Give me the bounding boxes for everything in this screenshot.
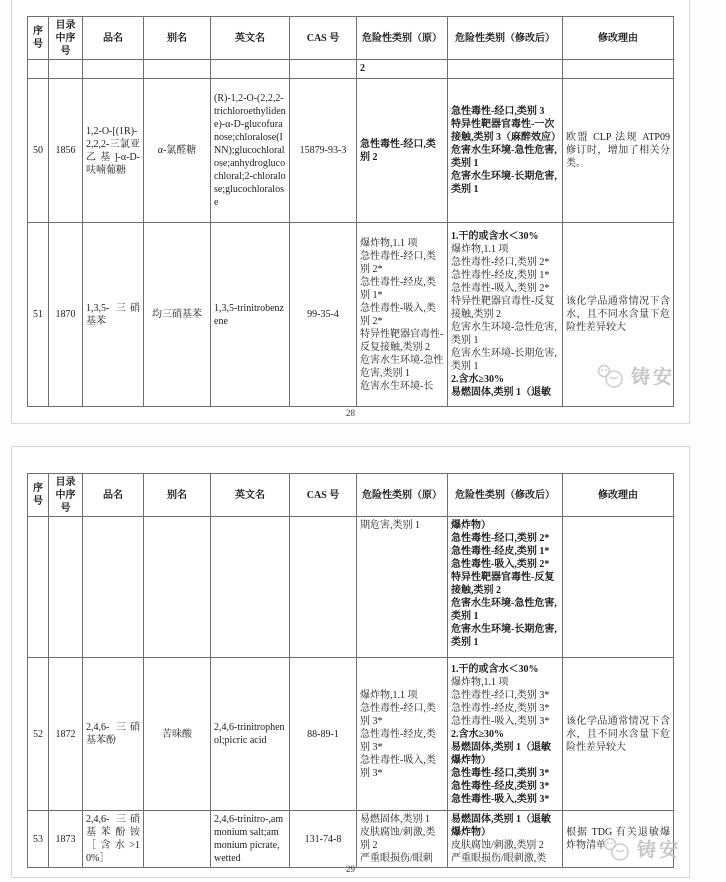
cell-product-name — [83, 517, 144, 658]
cell-catalog-no: 1870 — [49, 223, 83, 407]
col-header-serial: 序号 — [28, 17, 49, 60]
cell-english-name: 2,4,6-trinitrophenol;picric acid — [211, 658, 290, 811]
cell-english-name — [211, 517, 290, 658]
cell-serial — [28, 60, 49, 79]
cell-catalog-no: 1872 — [49, 658, 83, 811]
cell-product-name: 2,4,6- 三硝基苯酚铵［含水>10%］ — [83, 811, 144, 868]
col-header-reason: 修改理由 — [563, 17, 674, 60]
cell-alias: 均三硝基苯 — [144, 223, 211, 407]
col-header-serial: 序号 — [28, 474, 49, 517]
col-header-reason: 修改理由 — [563, 474, 674, 517]
table-row-53 — [28, 811, 674, 868]
cell-reason: 根据 TDG 有关退敏爆炸物清单 — [563, 811, 674, 868]
cell-hazard-revised: 易燃固体,类别 1（退敏爆炸物） 皮肤腐蚀/刺激,类别 2 严重眼损伤/眼刺激,类 — [448, 811, 563, 868]
col-header-english-name: 英文名 — [211, 17, 290, 60]
cell-cas: 15879-93-3 — [290, 79, 357, 223]
cell-catalog-no: 1856 — [49, 79, 83, 223]
col-header-product-name: 品名 — [83, 474, 144, 517]
col-header-product-name: 品名 — [83, 17, 144, 60]
cell-hazard-original: 期危害,类别 1 — [357, 517, 448, 658]
hazard-table-page-28 — [27, 16, 674, 407]
cell-reason: 欧盟 CLP 法规 ATP09 修订时，增加了相关分类。 — [563, 79, 674, 223]
watermark-text: 铸安 — [637, 840, 682, 861]
cell-serial: 53 — [28, 811, 49, 868]
cell-product-name: 2,4,6- 三硝基苯酚 — [83, 658, 144, 811]
cell-alias — [144, 517, 211, 658]
cell-catalog-no — [49, 517, 83, 658]
cell-hazard-revised: 1.干的或含水＜30% 爆炸物,1.1 项 急性毒性-经口,类别 3* 急性毒性-经皮,类别 3* 急性毒性-吸入,类别 3* 2.含水≥30% 易燃固体,类别 1（退敏爆炸物） 急性毒性-经口,类别 3* 急性毒性-经皮,类别 3* 急性毒性-吸入,类别 3* — [448, 658, 563, 811]
cell-hazard-original: 急性毒性-经口,类别 2 — [357, 79, 448, 223]
cell-catalog-no: 1873 — [49, 811, 83, 868]
hazard-table-page-29 — [27, 473, 674, 868]
cell-cas: 88-89-1 — [290, 658, 357, 811]
cell-cas: 99-35-4 — [290, 223, 357, 407]
table-header-row — [28, 17, 674, 60]
document-page-29 — [11, 446, 690, 878]
col-header-catalog-no: 目录中序号 — [49, 474, 83, 517]
cell-alias — [144, 811, 211, 868]
cell-english-name — [211, 60, 290, 79]
cell-reason — [563, 517, 674, 658]
cell-hazard-revised: 1.干的或含水＜30% 爆炸物,1.1 项 急性毒性-经口,类别 2* 急性毒性-经皮,类别 1* 急性毒性-吸入,类别 2* 特异性靶器官毒性-反复接触,类别 2 危害水生环境-急性危害,类别 1 危害水生环境-长期危害,类别 1 2.含水≥30% 易燃固体,类别 1（退敏 — [448, 223, 563, 407]
cell-alias: α-氯醛糖 — [144, 79, 211, 223]
col-header-cas: CAS 号 — [290, 17, 357, 60]
cell-hazard-original: 爆炸物,1.1 项 急性毒性-经口,类别 3* 急性毒性-经皮,类别 3* 急性毒性-吸入,类别 3* — [357, 658, 448, 811]
col-header-cas: CAS 号 — [290, 474, 357, 517]
col-header-alias: 别名 — [144, 474, 211, 517]
carryover-row — [28, 517, 674, 658]
cell-reason: 该化学品通常情况下含水，且不同水含量下危险性差异较大 — [563, 223, 674, 407]
cell-hazard-revised: 爆炸物） 急性毒性-经口,类别 2* 急性毒性-经皮,类别 1* 急性毒性-吸入,类别 2* 特异性靶器官毒性-反复接触,类别 2 危害水生环境-急性危害,类别 1 危害水生环境-长期危害,类别 1 — [448, 517, 563, 658]
cell-reason — [563, 60, 674, 79]
cell-alias — [144, 60, 211, 79]
col-header-hazard-original: 危险性类别（原） — [357, 474, 448, 517]
cell-alias: 苦味酸 — [144, 658, 211, 811]
col-header-catalog-no: 目录中序号 — [49, 17, 83, 60]
table-row-51 — [28, 223, 674, 407]
cell-product-name: 1,2-O-[(1R)-2,2,2-三氯亚乙基]-α-D-呋喃葡糖 — [83, 79, 144, 223]
cell-product-name — [83, 60, 144, 79]
table-row-52 — [28, 658, 674, 811]
cell-hazard-original: 2 — [357, 60, 448, 79]
cell-english-name: 1,3,5-trinitrobenzene — [211, 223, 290, 407]
cell-hazard-revised — [448, 60, 563, 79]
cell-hazard-revised: 急性毒性-经口,类别 3 特异性靶器官毒性-一次接触,类别 3（麻醉效应） 危害水生环境-急性危害,类别 1 危害水生环境-长期危害,类别 1 — [448, 79, 563, 223]
cell-serial: 51 — [28, 223, 49, 407]
cell-hazard-original: 爆炸物,1.1 项 急性毒性-经口,类别 2* 急性毒性-经皮,类别 1* 急性毒性-吸入,类别 2* 特异性靶器官毒性-反复接触,类别 2 危害水生环境-急性危害,类别 1 危害水生环境-长 — [357, 223, 448, 407]
cell-product-name: 1,3,5- 三硝基苯 — [83, 223, 144, 407]
cell-hazard-original: 易燃固体,类别 1 皮肤腐蚀/刺激,类别 2 严重眼损伤/眼刺 — [357, 811, 448, 868]
cell-serial: 50 — [28, 79, 49, 223]
cell-serial: 52 — [28, 658, 49, 811]
page-number: 28 — [346, 408, 355, 418]
cell-serial — [28, 517, 49, 658]
cell-catalog-no — [49, 60, 83, 79]
cell-cas — [290, 517, 357, 658]
carryover-row — [28, 60, 674, 79]
cell-cas — [290, 60, 357, 79]
page-number: 29 — [346, 864, 355, 874]
cell-english-name: 2,4,6-trinitro-,ammonium salt;ammonium picrate,wetted — [211, 811, 290, 868]
cell-english-name: (R)-1,2-O-(2,2,2-trichloroethylidene)-α-D-glucofuranose;chloralose(INN);glucochloralose;anhydroglucochloral;2-chloralose;glucochloralose — [211, 79, 290, 223]
cell-cas: 131-74-8 — [290, 811, 357, 868]
cell-reason: 该化学品通常情况下含水，且不同水含量下危险性差异较大 — [563, 658, 674, 811]
col-header-hazard-revised: 危险性类别（修改后） — [448, 474, 563, 517]
watermark-text: 铸安 — [631, 367, 676, 388]
col-header-english-name: 英文名 — [211, 474, 290, 517]
col-header-hazard-revised: 危险性类别（修改后） — [448, 17, 563, 60]
document-page-28 — [11, 0, 690, 424]
table-header-row — [28, 474, 674, 517]
col-header-alias: 别名 — [144, 17, 211, 60]
table-row-50 — [28, 79, 674, 223]
col-header-hazard-original: 危险性类别（原） — [357, 17, 448, 60]
